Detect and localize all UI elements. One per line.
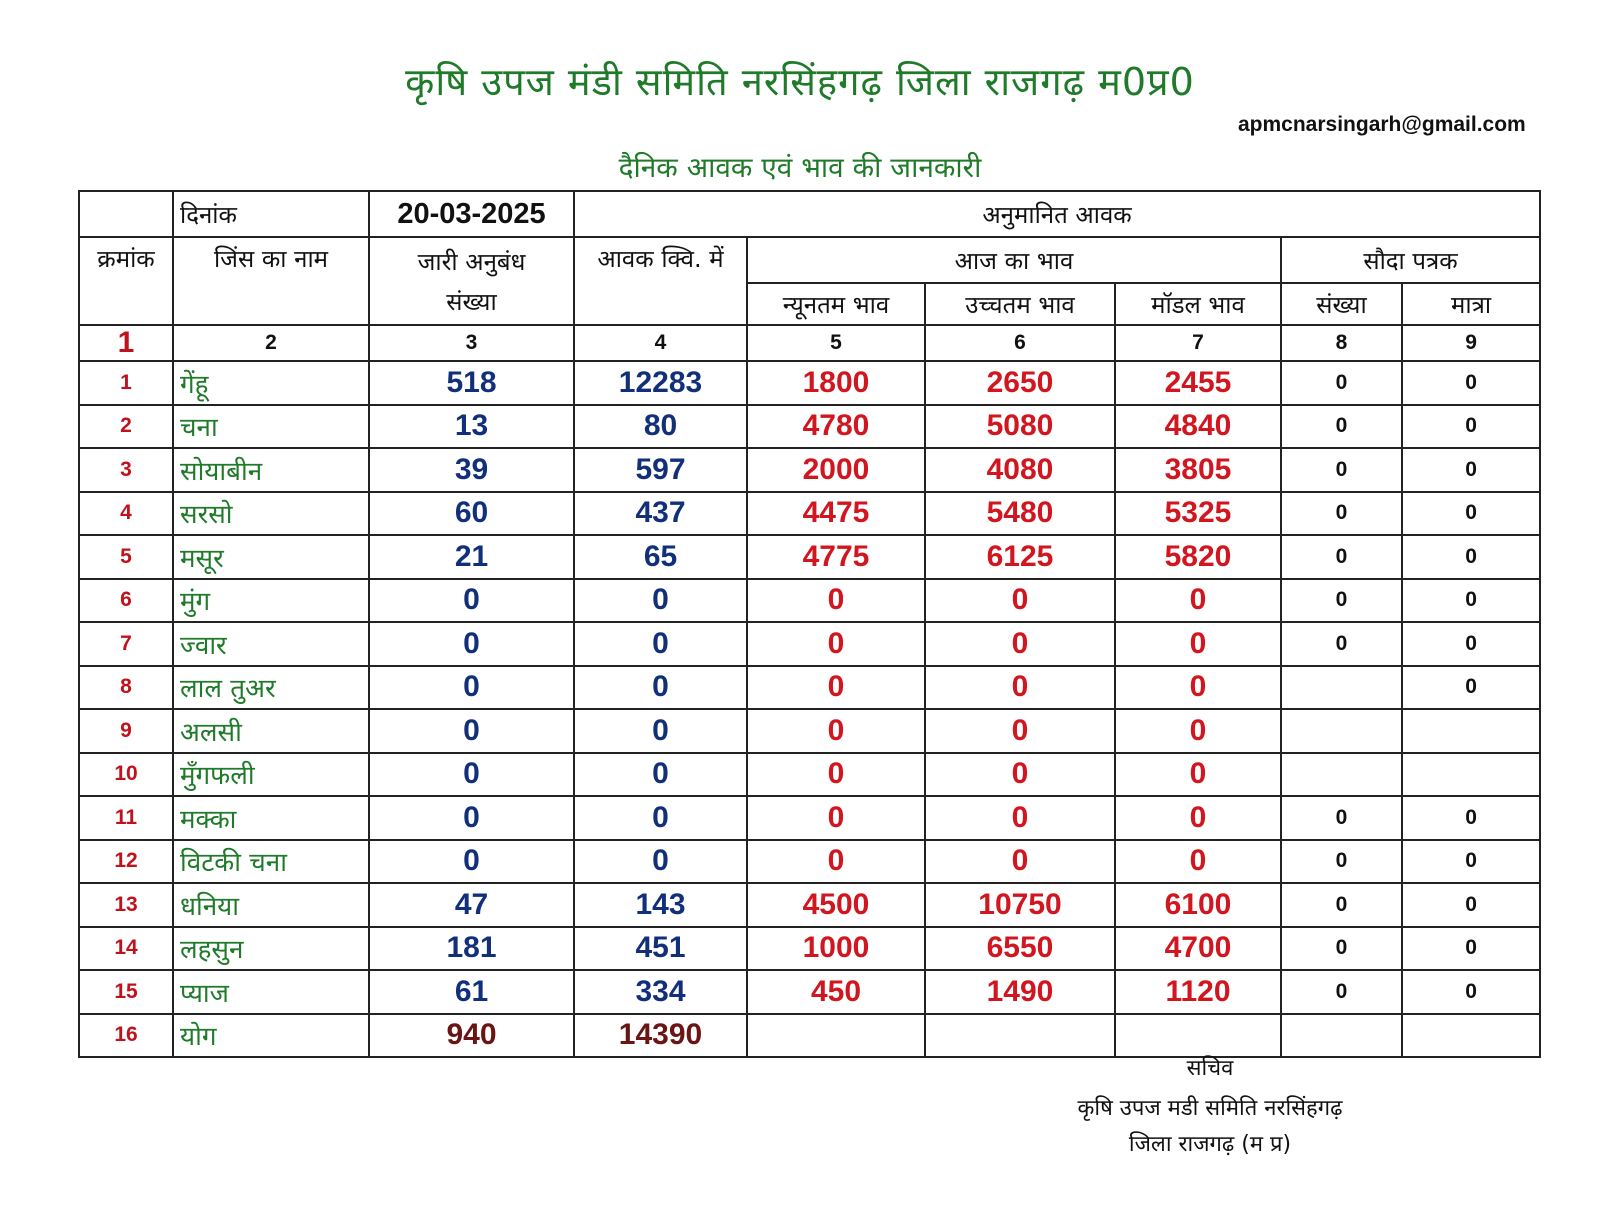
modal-price-header: मॉडल भाव — [1115, 283, 1281, 325]
deal-quantity-cell: 0 — [1402, 622, 1540, 666]
contracts-cell: 181 — [369, 927, 574, 971]
column-number: 4 — [574, 325, 747, 361]
max-price-cell: 6125 — [925, 535, 1115, 579]
contracts-cell: 0 — [369, 840, 574, 884]
commodity-name-cell: मुँगफली — [173, 753, 369, 797]
arrival-cell: 0 — [574, 709, 747, 753]
deal-count-cell: 0 — [1281, 448, 1402, 492]
arrival-cell: 0 — [574, 840, 747, 884]
max-price-cell: 10750 — [925, 883, 1115, 927]
commodity-name-cell: चना — [173, 405, 369, 449]
contracts-cell: 0 — [369, 579, 574, 623]
email-address: apmcnarsingarh@gmail.com — [1238, 113, 1526, 136]
estimated-arrival-header: अनुमानित आवक — [574, 191, 1540, 237]
serial-cell: 15 — [79, 970, 173, 1014]
contracts-cell: 518 — [369, 361, 574, 405]
table-row — [79, 579, 1540, 623]
arrival-cell: 12283 — [574, 361, 747, 405]
today-price-header: आज का भाव — [747, 237, 1281, 283]
table-row — [79, 535, 1540, 579]
serial-cell: 1 — [79, 361, 173, 405]
max-price-cell: 6550 — [925, 927, 1115, 971]
contracts-cell: 0 — [369, 753, 574, 797]
commodity-name-cell: ज्वार — [173, 622, 369, 666]
max-price-cell: 0 — [925, 579, 1115, 623]
max-price-cell: 2650 — [925, 361, 1115, 405]
serial-cell: 6 — [79, 579, 173, 623]
total-contracts-cell: 940 — [369, 1014, 574, 1058]
arrival-cell: 334 — [574, 970, 747, 1014]
deal-quantity-cell — [1402, 753, 1540, 797]
contracts-cell: 0 — [369, 622, 574, 666]
deal-count-cell: 0 — [1281, 927, 1402, 971]
price-table — [78, 190, 1541, 1058]
commodity-name-cell: मुंग — [173, 579, 369, 623]
contracts-cell: 0 — [369, 709, 574, 753]
deal-count-cell: 0 — [1281, 579, 1402, 623]
deal-count-cell — [1281, 753, 1402, 797]
deal-count-cell: 0 — [1281, 405, 1402, 449]
contracts-cell: 61 — [369, 970, 574, 1014]
empty-cell — [747, 1014, 925, 1058]
total-row — [79, 1014, 1540, 1058]
deal-quantity-cell — [1402, 709, 1540, 753]
arrival-cell: 0 — [574, 579, 747, 623]
max-price-cell: 1490 — [925, 970, 1115, 1014]
empty-cell — [1402, 1014, 1540, 1058]
min-price-cell: 0 — [747, 796, 925, 840]
table-row — [79, 840, 1540, 884]
deal-count-cell: 0 — [1281, 492, 1402, 536]
deal-quantity-cell: 0 — [1402, 883, 1540, 927]
commodity-name-cell: लाल तुअर — [173, 666, 369, 710]
deal-quantity-cell: 0 — [1402, 970, 1540, 1014]
modal-price-cell: 3805 — [1115, 448, 1281, 492]
deal-quantity-cell: 0 — [1402, 492, 1540, 536]
signature-office: कृषि उपज मडी समिति नरसिंहगढ़ — [1077, 1096, 1343, 1121]
min-price-cell: 0 — [747, 840, 925, 884]
deal-quantity-cell: 0 — [1402, 666, 1540, 710]
modal-price-cell: 4700 — [1115, 927, 1281, 971]
total-arrival-cell: 14390 — [574, 1014, 747, 1058]
empty-cell — [1115, 1014, 1281, 1058]
table-row — [79, 970, 1540, 1014]
commodity-name-cell: प्याज — [173, 970, 369, 1014]
serial-cell: 14 — [79, 927, 173, 971]
arrival-cell: 451 — [574, 927, 747, 971]
deal-count-cell — [1281, 666, 1402, 710]
column-number: 3 — [369, 325, 574, 361]
modal-price-cell: 0 — [1115, 796, 1281, 840]
deal-count-cell: 0 — [1281, 840, 1402, 884]
serial-cell: 9 — [79, 709, 173, 753]
date-value: 20-03-2025 — [369, 191, 574, 237]
commodity-name-cell: विटकी चना — [173, 840, 369, 884]
serial-cell: 12 — [79, 840, 173, 884]
signature-district: जिला राजगढ़ (म प्र) — [1128, 1132, 1292, 1157]
serial-cell: 10 — [79, 753, 173, 797]
table-row — [79, 796, 1540, 840]
contracts-cell: 47 — [369, 883, 574, 927]
count-header: संख्या — [1281, 283, 1402, 325]
modal-price-cell: 0 — [1115, 840, 1281, 884]
deal-count-cell: 0 — [1281, 883, 1402, 927]
total-label-cell: योग — [173, 1014, 369, 1058]
modal-price-cell: 4840 — [1115, 405, 1281, 449]
quantity-header: मात्रा — [1402, 283, 1540, 325]
arrival-cell: 597 — [574, 448, 747, 492]
min-price-cell: 1000 — [747, 927, 925, 971]
commodity-name-cell: धनिया — [173, 883, 369, 927]
serial-cell: 5 — [79, 535, 173, 579]
deal-quantity-cell: 0 — [1402, 448, 1540, 492]
min-price-cell: 450 — [747, 970, 925, 1014]
serial-cell: 2 — [79, 405, 173, 449]
corner-cell — [79, 191, 173, 237]
arrival-cell: 0 — [574, 796, 747, 840]
min-price-cell: 0 — [747, 709, 925, 753]
deal-count-cell: 0 — [1281, 970, 1402, 1014]
commodity-name-cell: मक्का — [173, 796, 369, 840]
serial-cell: 8 — [79, 666, 173, 710]
modal-price-cell: 0 — [1115, 666, 1281, 710]
commodity-name-cell: सोयाबीन — [173, 448, 369, 492]
arrival-cell: 0 — [574, 622, 747, 666]
min-price-header: न्यूनतम भाव — [747, 283, 925, 325]
arrival-cell: 0 — [574, 753, 747, 797]
contracts-cell: 39 — [369, 448, 574, 492]
commodity-name-cell: सरसो — [173, 492, 369, 536]
column-number: 2 — [173, 325, 369, 361]
column-number: 8 — [1281, 325, 1402, 361]
min-price-cell: 0 — [747, 666, 925, 710]
contracts-cell: 21 — [369, 535, 574, 579]
column-number: 6 — [925, 325, 1115, 361]
deal-quantity-cell: 0 — [1402, 796, 1540, 840]
table-row — [79, 709, 1540, 753]
deal-quantity-cell: 0 — [1402, 840, 1540, 884]
min-price-cell: 1800 — [747, 361, 925, 405]
deal-count-cell: 0 — [1281, 535, 1402, 579]
deal-count-cell: 0 — [1281, 796, 1402, 840]
arrival-cell: 143 — [574, 883, 747, 927]
min-price-cell: 0 — [747, 579, 925, 623]
page-title: कृषि उपज मंडी समिति नरसिंहगढ़ जिला राजगढ़ म0प्र0 — [405, 60, 1195, 104]
table-row — [79, 361, 1540, 405]
commodity-name-cell: लहसुन — [173, 927, 369, 971]
max-price-header: उच्चतम भाव — [925, 283, 1115, 325]
contracts-cell: 13 — [369, 405, 574, 449]
commodity-name-cell: मसूर — [173, 535, 369, 579]
table-row — [79, 405, 1540, 449]
min-price-cell: 4475 — [747, 492, 925, 536]
modal-price-cell: 6100 — [1115, 883, 1281, 927]
min-price-cell: 0 — [747, 753, 925, 797]
column-number: 1 — [79, 325, 173, 361]
page-subtitle: दैनिक आवक एवं भाव की जानकारी — [618, 151, 982, 184]
table-row — [79, 622, 1540, 666]
max-price-cell: 5480 — [925, 492, 1115, 536]
serial-cell: 11 — [79, 796, 173, 840]
deal-count-cell: 0 — [1281, 361, 1402, 405]
signature-title: सचिव — [1186, 1056, 1234, 1081]
contracts-cell: 0 — [369, 666, 574, 710]
serial-cell: 7 — [79, 622, 173, 666]
min-price-cell: 4500 — [747, 883, 925, 927]
contracts-header-line2: संख्या — [446, 288, 497, 316]
date-label: दिनांक — [173, 191, 369, 237]
modal-price-cell: 0 — [1115, 753, 1281, 797]
commodity-header: जिंस का नाम — [173, 237, 369, 325]
max-price-cell: 4080 — [925, 448, 1115, 492]
contracts-cell: 0 — [369, 796, 574, 840]
column-number: 9 — [1402, 325, 1540, 361]
serial-cell: 4 — [79, 492, 173, 536]
deal-quantity-cell: 0 — [1402, 927, 1540, 971]
total-serial-cell: 16 — [79, 1014, 173, 1058]
deal-quantity-cell: 0 — [1402, 535, 1540, 579]
table-row — [79, 666, 1540, 710]
min-price-cell: 2000 — [747, 448, 925, 492]
commodity-name-cell: गेंहू — [173, 361, 369, 405]
table-row — [79, 883, 1540, 927]
column-number: 5 — [747, 325, 925, 361]
table-row — [79, 492, 1540, 536]
empty-cell — [925, 1014, 1115, 1058]
arrival-cell: 65 — [574, 535, 747, 579]
modal-price-cell: 5325 — [1115, 492, 1281, 536]
arrival-cell: 437 — [574, 492, 747, 536]
deal-quantity-cell: 0 — [1402, 405, 1540, 449]
max-price-cell: 5080 — [925, 405, 1115, 449]
max-price-cell: 0 — [925, 840, 1115, 884]
max-price-cell: 0 — [925, 709, 1115, 753]
column-number: 7 — [1115, 325, 1281, 361]
deal-quantity-cell: 0 — [1402, 579, 1540, 623]
commodity-name-cell: अलसी — [173, 709, 369, 753]
table-row — [79, 753, 1540, 797]
empty-cell — [1281, 1014, 1402, 1058]
deal-quantity-cell: 0 — [1402, 361, 1540, 405]
deal-header: सौदा पत्रक — [1281, 237, 1540, 283]
modal-price-cell: 0 — [1115, 622, 1281, 666]
serial-cell: 13 — [79, 883, 173, 927]
max-price-cell: 0 — [925, 622, 1115, 666]
modal-price-cell: 0 — [1115, 579, 1281, 623]
max-price-cell: 0 — [925, 666, 1115, 710]
deal-count-cell — [1281, 709, 1402, 753]
min-price-cell: 4780 — [747, 405, 925, 449]
modal-price-cell: 2455 — [1115, 361, 1281, 405]
modal-price-cell: 5820 — [1115, 535, 1281, 579]
serial-header: क्रमांक — [79, 237, 173, 325]
min-price-cell: 4775 — [747, 535, 925, 579]
arrival-cell: 80 — [574, 405, 747, 449]
deal-count-cell: 0 — [1281, 622, 1402, 666]
arrival-cell: 0 — [574, 666, 747, 710]
min-price-cell: 0 — [747, 622, 925, 666]
max-price-cell: 0 — [925, 753, 1115, 797]
table-row — [79, 448, 1540, 492]
contracts-header — [369, 237, 574, 325]
contracts-header-line1: जारी अनुबंध — [417, 248, 526, 276]
arrival-header: आवक क्वि. में — [574, 237, 747, 325]
max-price-cell: 0 — [925, 796, 1115, 840]
contracts-cell: 60 — [369, 492, 574, 536]
modal-price-cell: 1120 — [1115, 970, 1281, 1014]
modal-price-cell: 0 — [1115, 709, 1281, 753]
serial-cell: 3 — [79, 448, 173, 492]
table-row — [79, 927, 1540, 971]
